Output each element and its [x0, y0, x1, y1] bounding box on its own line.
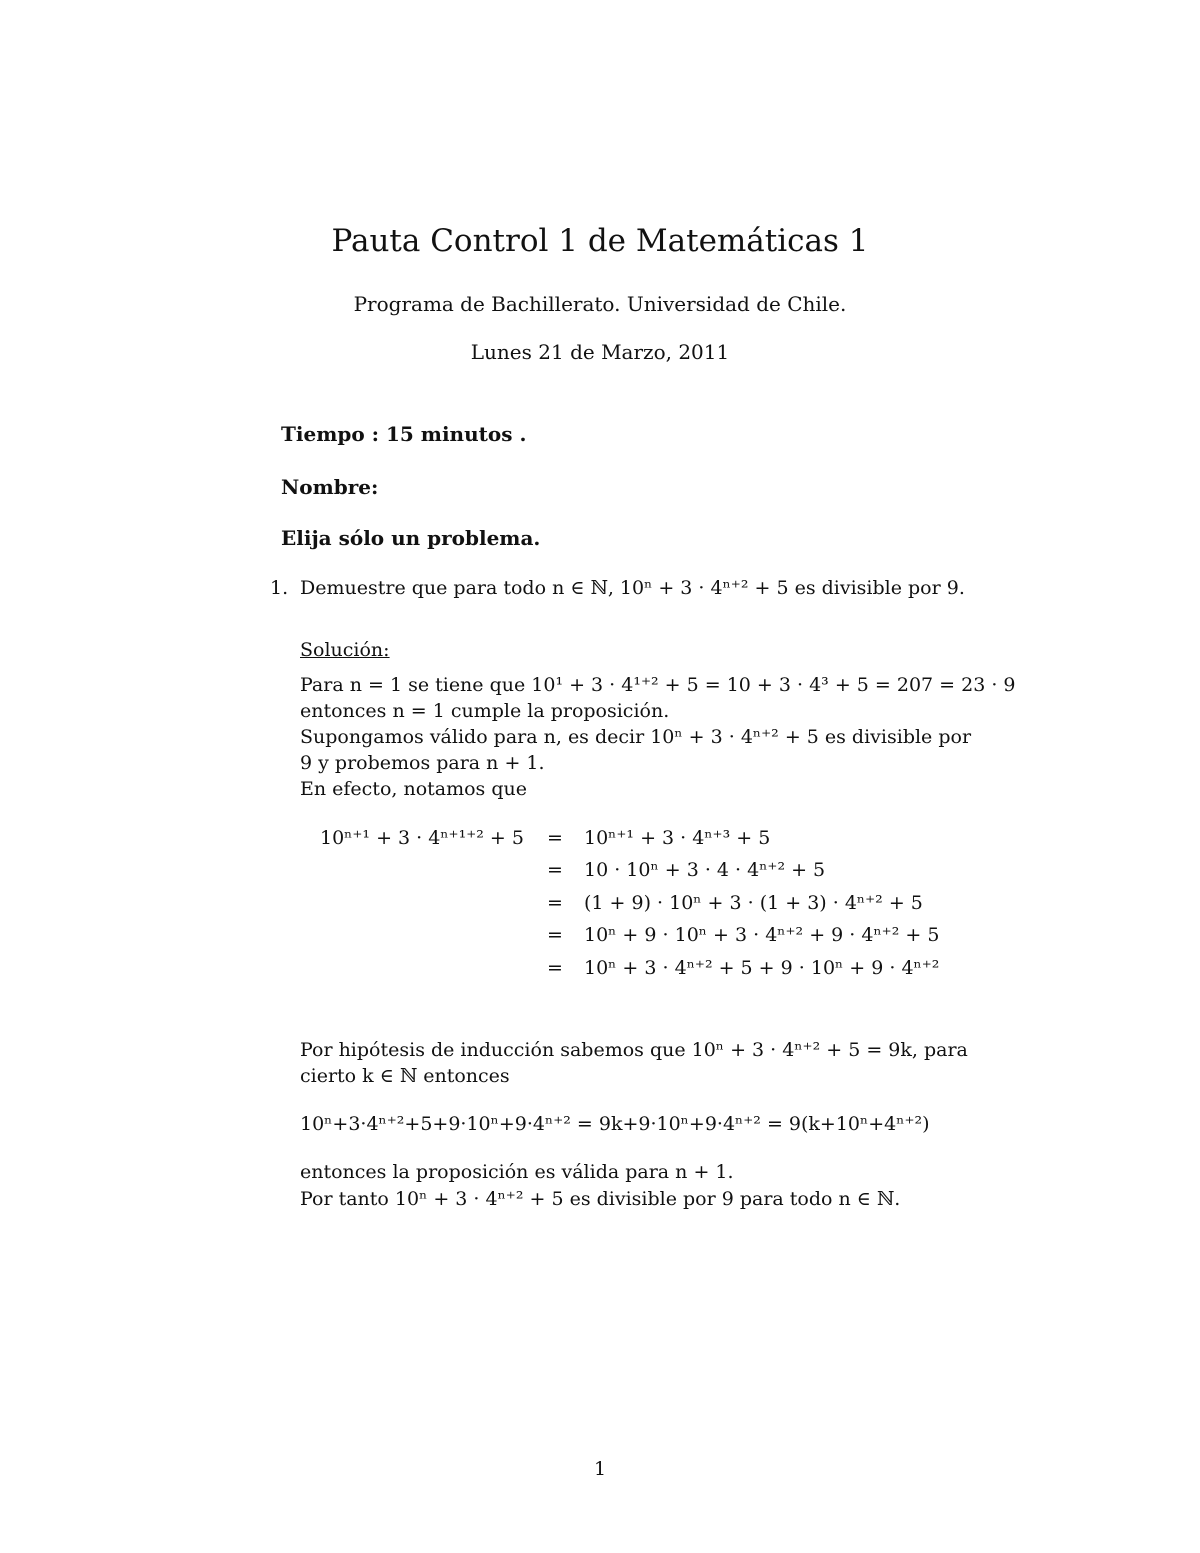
- conclusion-line: entonces la proposición es válida para n + 1.: [300, 1161, 734, 1183]
- solution-line: Para n = 1 se tiene que 10¹ + 3 · 4¹⁺² + 5 = 10 + 3 · 4³ + 5 = 207 = 23 · 9: [300, 674, 1016, 696]
- problem-number: 1.: [270, 577, 289, 599]
- conclusion-line: Por tanto 10ⁿ + 3 · 4ⁿ⁺² + 5 es divisible por 9 para todo n ∈ ℕ.: [300, 1188, 901, 1210]
- solution-line: entonces n = 1 cumple la proposición.: [300, 700, 670, 722]
- page-number: 1: [593, 1458, 607, 1480]
- align-lhs: 10ⁿ⁺¹ + 3 · 4ⁿ⁺¹⁺² + 5: [320, 827, 524, 849]
- align-equals: =: [547, 924, 563, 946]
- solution-line: Supongamos válido para n, es decir 10ⁿ + 3 · 4ⁿ⁺² + 5 es divisible por: [300, 726, 972, 748]
- align-rhs: 10ⁿ + 9 · 10ⁿ + 3 · 4ⁿ⁺² + 9 · 4ⁿ⁺² + 5: [584, 924, 940, 946]
- solution-line: 9 y probemos para n + 1.: [300, 752, 545, 774]
- problem-text: Demuestre que para todo n ∈ ℕ, 10ⁿ + 3 · 4ⁿ⁺² + 5 es divisible por 9.: [300, 577, 965, 599]
- align-rhs: 10ⁿ⁺¹ + 3 · 4ⁿ⁺³ + 5: [584, 827, 771, 849]
- name-label: Nombre:: [281, 475, 379, 499]
- align-equals: =: [547, 892, 563, 914]
- program-line: Programa de Bachillerato. Universidad de Chile.: [353, 292, 847, 316]
- choose-instruction: Elija sólo un problema.: [281, 526, 541, 550]
- align-equals: =: [547, 957, 563, 979]
- hypothesis-line: Por hipótesis de inducción sabemos que 10ⁿ + 3 · 4ⁿ⁺² + 5 = 9k, para: [300, 1039, 968, 1061]
- page-title: Pauta Control 1 de Matemáticas 1: [331, 223, 869, 259]
- align-rhs: 10ⁿ + 3 · 4ⁿ⁺² + 5 + 9 · 10ⁿ + 9 · 4ⁿ⁺²: [584, 957, 940, 979]
- align-equals: =: [547, 859, 563, 881]
- date-line: Lunes 21 de Marzo, 2011: [470, 340, 730, 364]
- solution-line: En efecto, notamos que: [300, 778, 527, 800]
- problem-statement: [270, 575, 965, 601]
- display-equation: 10ⁿ+3·4ⁿ⁺²+5+9·10ⁿ+9·4ⁿ⁺² = 9k+9·10ⁿ+9·4ⁿ⁺² = 9(k+10ⁿ+4ⁿ⁺²): [300, 1113, 930, 1135]
- align-equals: =: [547, 827, 563, 849]
- time-limit: Tiempo : 15 minutos .: [281, 422, 527, 446]
- hypothesis-line: cierto k ∈ ℕ entonces: [300, 1065, 510, 1087]
- align-rhs: (1 + 9) · 10ⁿ + 3 · (1 + 3) · 4ⁿ⁺² + 5: [584, 892, 923, 914]
- solution-heading: Solución:: [300, 639, 390, 661]
- align-rhs: 10 · 10ⁿ + 3 · 4 · 4ⁿ⁺² + 5: [584, 859, 826, 881]
